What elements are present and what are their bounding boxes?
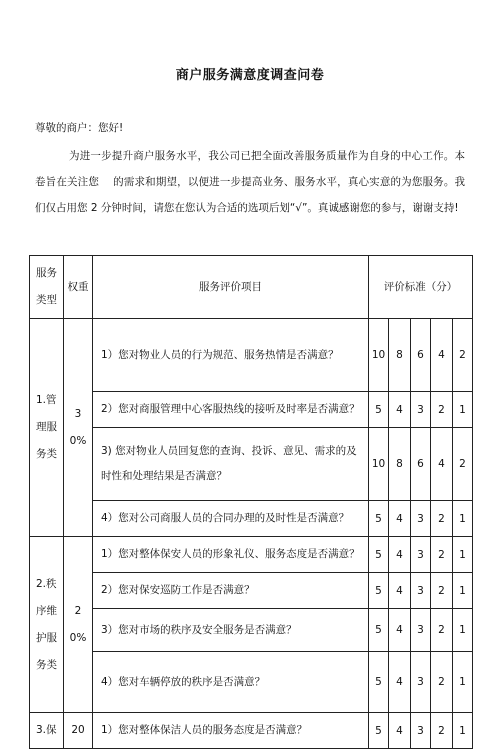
item-cell: 2）您对商服管理中心客服热线的接听及时率是否满意？ [93, 392, 369, 428]
score-option[interactable]: 3 [411, 392, 431, 428]
item-cell: 3）您对市场的秩序及安全服务是否满意？ [93, 609, 369, 652]
score-option[interactable]: 5 [369, 713, 389, 749]
score-option[interactable]: 1 [453, 501, 473, 537]
score-option[interactable]: 1 [453, 392, 473, 428]
score-option[interactable]: 3 [411, 652, 431, 713]
score-option[interactable]: 8 [389, 428, 411, 501]
score-option[interactable]: 4 [389, 392, 411, 428]
item-cell: 4）您对车辆停放的秩序是否满意？ [93, 652, 369, 713]
score-option[interactable]: 2 [431, 713, 453, 749]
score-option[interactable]: 3 [411, 537, 431, 573]
score-option[interactable]: 5 [369, 609, 389, 652]
category-cell: 1.管理服务类 [30, 319, 64, 537]
item-cell: 1）您对整体保安人员的形象礼仪、服务态度是否满意？ [93, 537, 369, 573]
score-option[interactable]: 5 [369, 652, 389, 713]
score-option[interactable]: 3 [411, 573, 431, 609]
weight-cell: 20 [64, 713, 93, 749]
score-option[interactable]: 5 [369, 537, 389, 573]
score-option[interactable]: 1 [453, 537, 473, 573]
score-option[interactable]: 4 [389, 573, 411, 609]
score-option[interactable]: 4 [389, 652, 411, 713]
score-option[interactable]: 4 [431, 319, 453, 392]
greeting: 尊敬的商户：您好! [35, 122, 124, 134]
score-option[interactable]: 4 [389, 537, 411, 573]
table-row [30, 713, 473, 749]
header-rating: 评价标准（分） [369, 256, 473, 319]
score-option[interactable]: 4 [389, 501, 411, 537]
score-option[interactable]: 3 [411, 501, 431, 537]
score-option[interactable]: 10 [369, 428, 389, 501]
category-cell: 2.秩序维护服务类 [30, 537, 64, 713]
score-option[interactable]: 3 [411, 713, 431, 749]
header-weight: 权重 [64, 256, 93, 319]
category-cell: 3.保 [30, 713, 64, 749]
score-option[interactable]: 5 [369, 501, 389, 537]
table-row [30, 573, 473, 609]
table-row [30, 392, 473, 428]
score-option[interactable]: 2 [431, 537, 453, 573]
score-option[interactable]: 1 [453, 609, 473, 652]
weight-cell: 30% [64, 319, 93, 537]
table-row [30, 501, 473, 537]
table-row [30, 609, 473, 652]
weight-cell: 20% [64, 537, 93, 713]
score-option[interactable]: 5 [369, 392, 389, 428]
score-option[interactable]: 5 [369, 573, 389, 609]
score-option[interactable]: 4 [389, 713, 411, 749]
score-option[interactable]: 2 [431, 392, 453, 428]
table-row [30, 537, 473, 573]
score-option[interactable]: 2 [431, 609, 453, 652]
table-header-row [30, 256, 473, 319]
score-option[interactable]: 2 [431, 573, 453, 609]
score-option[interactable]: 3 [411, 609, 431, 652]
table-row [30, 652, 473, 713]
header-category: 服务类型 [30, 256, 64, 319]
score-option[interactable]: 4 [389, 609, 411, 652]
score-option[interactable]: 2 [453, 428, 473, 501]
survey-table [29, 255, 473, 749]
document-title: 商户服务满意度调查问卷 [175, 68, 325, 83]
score-option[interactable]: 1 [453, 652, 473, 713]
intro-paragraph: 为进一步提升商户服务水平，我公司已把全面改善服务质量作为自身的中心工作。本卷旨在关注您 的需求和期望，以便进一步提高业务、服务水平，真心实意的为您服务。我们仅占用您 2 分钟时间，请您在您认为合适的选项后划“√”。真诚感谢您的参与，谢谢支持! [35, 150, 465, 214]
score-option[interactable]: 10 [369, 319, 389, 392]
header-items: 服务评价项目 [93, 256, 369, 319]
score-option[interactable]: 2 [431, 501, 453, 537]
score-option[interactable]: 1 [453, 713, 473, 749]
item-cell: 3) 您对物业人员回复您的查询、投诉、意见、需求的及时性和处理结果是否满意？ [93, 428, 369, 501]
score-option[interactable]: 4 [431, 428, 453, 501]
item-cell: 1）您对整体保洁人员的服务态度是否满意？ [93, 713, 369, 749]
item-cell: 1）您对物业人员的行为规范、服务热情是否满意？ [93, 319, 369, 392]
score-option[interactable]: 6 [411, 428, 431, 501]
score-option[interactable]: 2 [431, 652, 453, 713]
score-option[interactable]: 2 [453, 319, 473, 392]
score-option[interactable]: 1 [453, 573, 473, 609]
table-row [30, 428, 473, 501]
score-option[interactable]: 8 [389, 319, 411, 392]
score-option[interactable]: 6 [411, 319, 431, 392]
item-cell: 2）您对保安巡防工作是否满意？ [93, 573, 369, 609]
item-cell: 4）您对公司商服人员的合同办理的及时性是否满意？ [93, 501, 369, 537]
table-row [30, 319, 473, 392]
